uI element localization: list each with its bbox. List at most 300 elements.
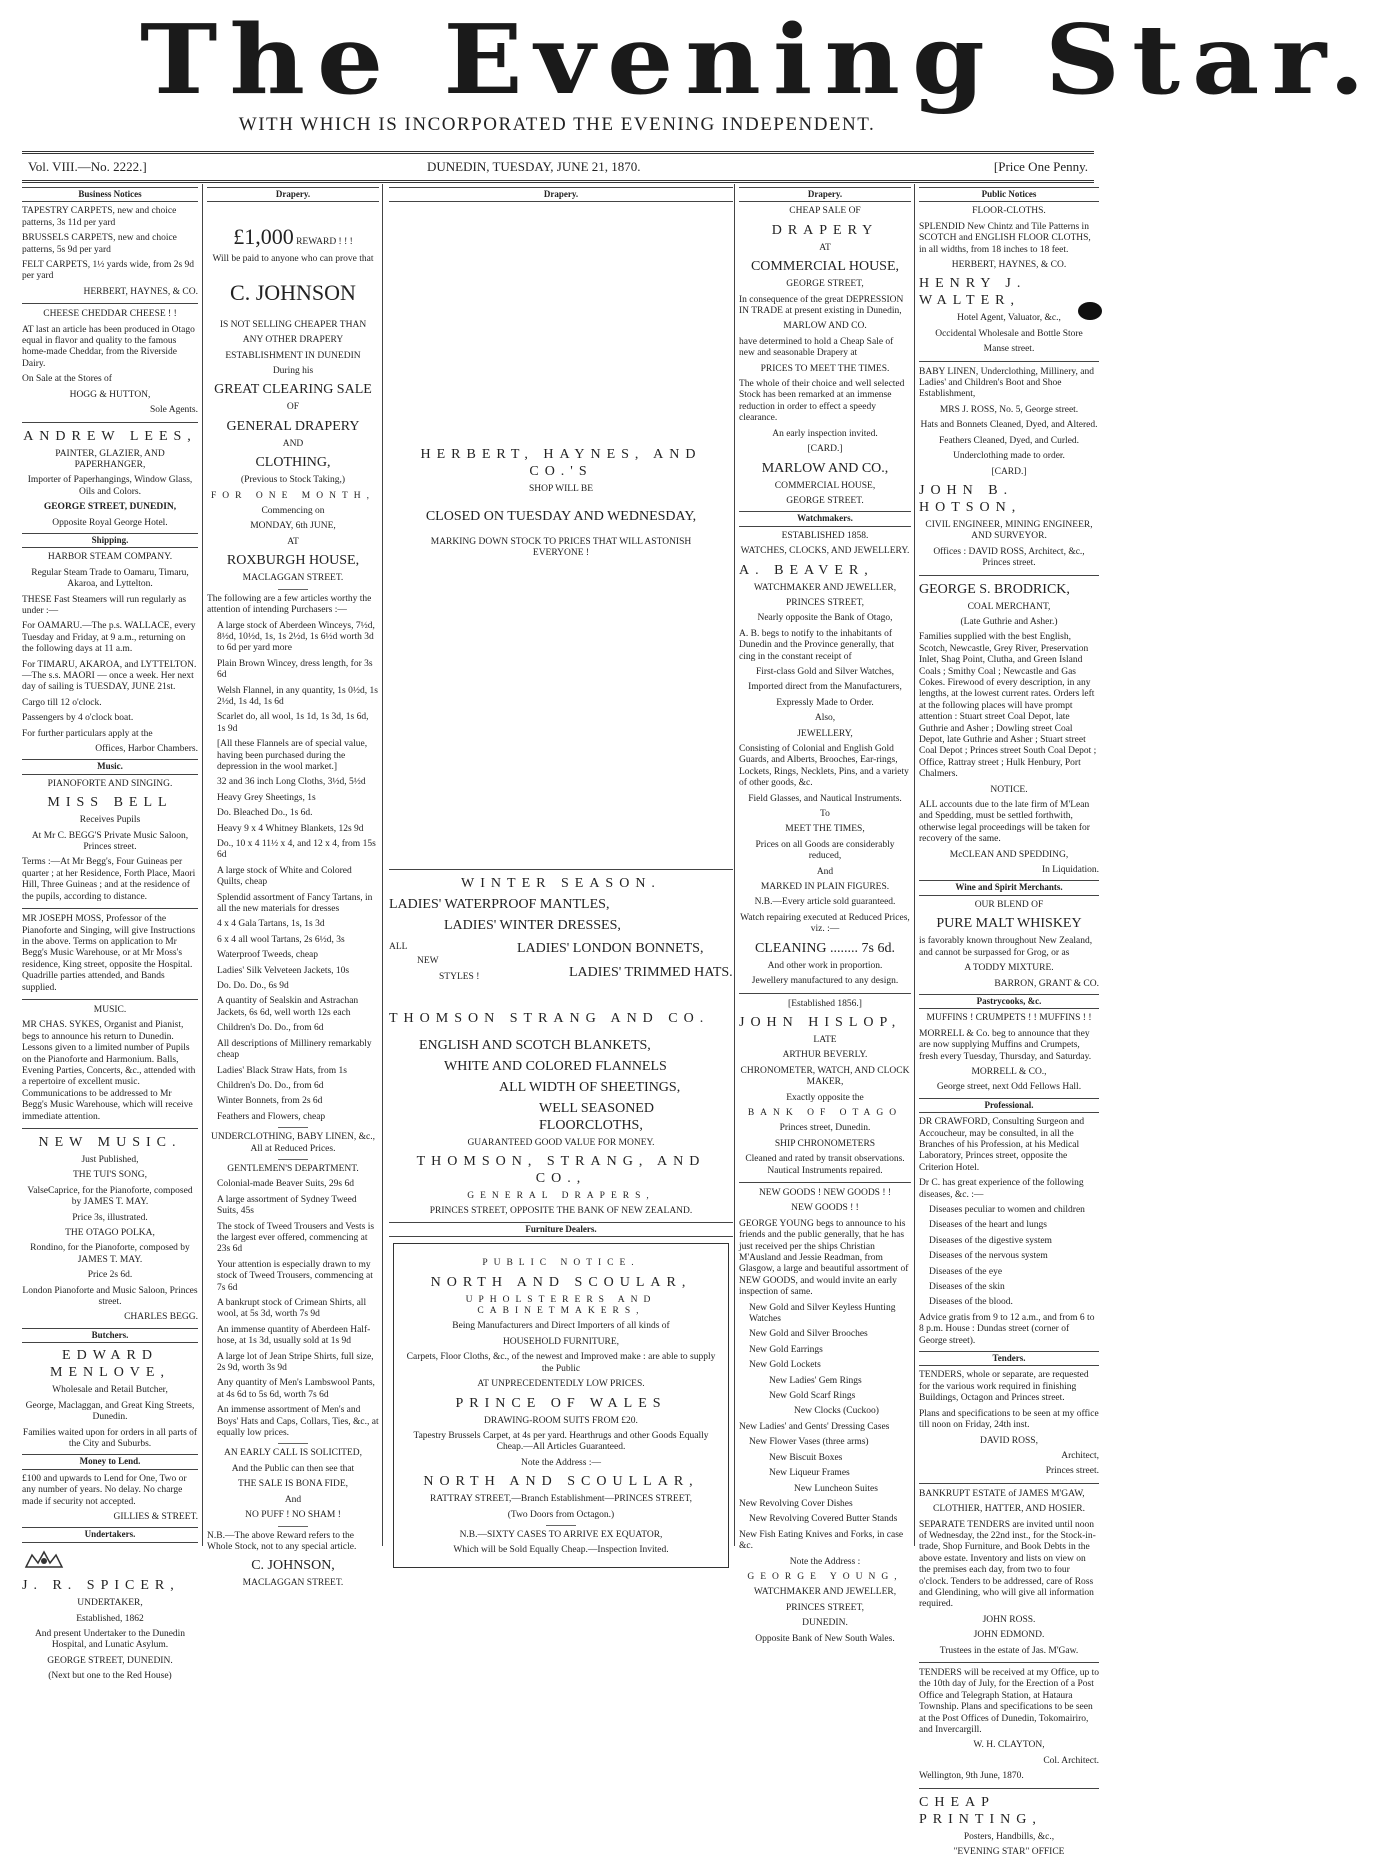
ad-heading: NEW MUSIC.: [38, 1135, 182, 1150]
advertiser: BARRON, GRANT & CO.: [994, 978, 1099, 989]
ad-text: BRUSSELS CARPETS, new and choice patterns, 5s 9d per yard: [22, 233, 177, 255]
divider: [919, 361, 1099, 362]
list-item: A large lot of Jean Stripe Shirts, full size, 2s 9d, worth 3s 9d: [217, 1351, 374, 1374]
list-item: New Gold and Silver Keyless Hunting Watches: [749, 1302, 896, 1325]
ad-text: MEET THE TIMES,: [785, 824, 865, 835]
ad-text: Jewellery manufactured to any design.: [751, 976, 899, 987]
list-item: New Biscuit Boxes: [769, 1452, 843, 1463]
ad-text: Carpets, Floor Cloths, &c., of the newest and Improved make : are able to supply the Public: [406, 1352, 716, 1374]
ad-heading: WHITE AND COLORED FLANNELS: [444, 1058, 667, 1074]
advertiser: McCLEAN AND SPEDDING,: [949, 849, 1069, 860]
ad-text: Opposite Bank of New South Wales.: [755, 1633, 895, 1644]
ad-heading: GENTLEMEN'S DEPARTMENT.: [227, 1163, 359, 1174]
advertiser: GILLIES & STREET.: [113, 1511, 198, 1522]
ad-text: JEWELLERY,: [797, 728, 853, 739]
list-item: Waterproof Tweeds, cheap: [217, 950, 319, 961]
ad-text: Commencing on: [261, 506, 325, 517]
divider: [22, 303, 198, 304]
ad-text: Advice gratis from 9 to 12 a.m., and from 6 to 8 p.m. House : Dundas street (corner of George street).: [919, 1312, 1095, 1346]
ad-heading: LADIES' WINTER DRESSES,: [444, 917, 621, 933]
newspaper-title: The Evening Star.: [140, 2, 1377, 117]
ad-text: DRAWING-ROOM SUITS FROM £20.: [484, 1415, 638, 1426]
ad-text: The following are a few articles worthy the attention of intending Purchasers :—: [207, 593, 372, 616]
ad-text: MR CHAS. SYKES, Organist and Pianist, begs to announce his return to Dunedin. Lessons given to a limited number of Pupils on the Pianoforte and Harmonium. Balls, Evening Parties, Concerts, &c., attended with a repertoire of excellent music. Communications to be addressed to Mr Begg's Music Warehouse, which will receive immediate attention.: [22, 1020, 196, 1122]
ad-text: DR CRAWFORD, Consulting Surgeon and Accoucheur, may be consulted, in all the Branches of his Profession, at his Medical Laboratory, Princes street, opposite the Criterion Hotel.: [919, 1117, 1085, 1173]
ad-text: Being Manufacturers and Direct Importers of all kinds of: [452, 1321, 670, 1332]
advertiser: HERBERT, HAYNES, & CO.: [83, 286, 198, 297]
divider: [22, 999, 198, 1000]
divider: [919, 1662, 1099, 1663]
ad-text: For further particulars apply at the: [22, 728, 153, 739]
ad-heading: PIANOFORTE AND SINGING.: [47, 778, 173, 789]
dateline: [22, 151, 1094, 183]
ad-text: MONDAY, 6th JUNE,: [250, 521, 336, 532]
ad-text: MACLAGGAN STREET.: [242, 1578, 344, 1589]
list-item: Heavy Grey Sheetings, 1s: [217, 792, 316, 803]
ad-text: COAL MERCHANT,: [967, 601, 1051, 612]
notice-box: [393, 1243, 729, 1568]
ad-text: ESTABLISHED 1858.: [781, 530, 869, 541]
ad-heading: HENRY J. WALTER,: [919, 276, 1027, 309]
ad-text: GEORGE YOUNG begs to announce to his friends and the public generally, that he has just received per the ships Christian M'Ausland and Jessie Readman, from Glasgow, a large and beautiful assortment of NEW GOODS, and would invite an early inspection of same.: [739, 1218, 909, 1298]
divider: [22, 422, 198, 423]
ad-text: "EVENING STAR" OFFICE: [953, 1847, 1065, 1858]
divider: [278, 1127, 308, 1128]
list-item: A bankrupt stock of Crimean Shirts, all wool, at 5s 3d, worth 7s 9d: [217, 1298, 367, 1320]
ad-text: CHRONOMETER, WATCH, AND CLOCK MAKER,: [740, 1065, 910, 1088]
ad-text: PRINCES STREET,: [786, 1602, 864, 1613]
ad-text: JOHN ROSS.: [982, 1614, 1036, 1625]
ad-text: THESE Fast Steamers will run regularly as under :—: [22, 594, 187, 616]
advertiser: W. H. CLAYTON,: [973, 1740, 1045, 1751]
ad-text: Manse street.: [983, 344, 1035, 355]
ad-text: To: [820, 809, 830, 820]
ad-text: Imported direct from the Manufacturers,: [748, 682, 902, 693]
column-2: [202, 184, 383, 1589]
ad-text: PRINCES STREET, OPPOSITE THE BANK OF NEW ZEALAND.: [429, 1206, 693, 1217]
issue-date: DUNEDIN, TUESDAY, JUNE 21, 1870.: [427, 159, 641, 174]
list-item: Scarlet do, all wool, 1s 1d, 1s 3d, 1s 6d, 1s 9d: [217, 712, 369, 734]
list-item: Feathers and Flowers, cheap: [217, 1111, 326, 1122]
advertiser: MARLOW AND CO.,: [761, 460, 889, 476]
ad-text: AT: [819, 242, 831, 253]
section-heading: Drapery.: [739, 187, 911, 202]
divider: [22, 908, 198, 909]
ad-heading: LADIES' WATERPROOF MANTLES,: [389, 896, 610, 912]
list-item: New Gold Scarf Rings: [769, 1391, 856, 1402]
list-item: Ladies' Silk Velveteen Jackets, 10s: [217, 965, 350, 976]
reward-amount: £1,000: [233, 224, 294, 250]
list-item: Winter Bonnets, from 2s 6d: [217, 1096, 323, 1107]
list-item: New Flower Vases (three arms): [749, 1437, 869, 1448]
ad-text: (Previous to Stock Taking,): [240, 475, 346, 486]
ad-text: BANK OF OTAGO: [747, 1107, 903, 1118]
ad-text: N.B.—The above Reward refers to the Whole Stock, not to any special article.: [207, 1530, 357, 1552]
ad-heading: FLOOR-CLOTHS.: [972, 206, 1046, 217]
ad-text: GEORGE STREET,: [786, 279, 864, 290]
ad-text: The whole of their choice and well selected Stock has been remarked at an immense reduction in order to effect a speedy clearance.: [739, 379, 905, 424]
ad-text: Also,: [814, 713, 836, 724]
list-item: New Clocks (Cuckoo): [794, 1406, 879, 1417]
newspaper-subtitle: WITH WHICH IS INCORPORATED THE EVENING INDEPENDENT.: [238, 114, 876, 135]
section-heading: Music.: [22, 759, 198, 774]
divider: [278, 1526, 308, 1527]
ad-heading: ANDREW LEES,: [23, 428, 197, 444]
ad-text: Hats and Bonnets Cleaned, Dyed, and Altered.: [920, 420, 1098, 431]
ad-text: PAINTER, GLAZIER, AND PAPERHANGER,: [55, 448, 165, 470]
ad-text: Architect,: [1061, 1450, 1099, 1461]
ad-heading: A. BEAVER,: [739, 562, 874, 578]
ad-text: Rondino, for the Pianoforte, composed by JAMES T. MAY.: [30, 1243, 190, 1265]
ad-text: SHOP WILL BE: [528, 484, 594, 495]
list-item: A large assortment of Sydney Tweed Suits, 45s: [217, 1194, 357, 1217]
ad-text: WATCHES, CLOCKS, AND JEWELLERY.: [740, 546, 910, 557]
ad-text: MORRELL & Co. beg to announce that they are now supplying Muffins and Crumpets, fresh every Tuesday, Thursday, and Saturday.: [919, 1028, 1092, 1062]
list-item: Diseases of the eye: [929, 1266, 1003, 1277]
list-item: 32 and 36 inch Long Cloths, 3½d, 5½d: [217, 777, 366, 788]
ad-text: In Liquidation.: [1042, 865, 1099, 876]
advertiser: CHARLES BEGG.: [124, 1312, 198, 1323]
ad-text: MACLAGGAN STREET.: [242, 573, 344, 584]
list-item: The stock of Tweed Trousers and Vests is the largest ever offered, commencing at 23s 6d: [217, 1221, 375, 1255]
ad-text: ARTHUR BEVERLY.: [782, 1050, 868, 1061]
ad-text: Note the Address :: [789, 1556, 861, 1567]
ad-text: Trustees in the estate of Jas. M'Gaw.: [939, 1645, 1079, 1656]
divider: [278, 1159, 308, 1160]
ad-heading: ALL WIDTH OF SHEETINGS,: [499, 1079, 681, 1095]
list-item: A quantity of Sealskin and Astrachan Jackets, 6s 6d, well worth 12s each: [217, 996, 359, 1018]
ad-text: ALL: [389, 941, 408, 952]
ad-text: CIVIL ENGINEER, MINING ENGINEER, AND SURVEYOR.: [925, 519, 1093, 542]
section-heading: Public Notices: [919, 187, 1099, 202]
ad-text: RATTRAY STREET,—Branch Establishment—PRINCES STREET,: [429, 1494, 693, 1505]
ad-text: OUR BLEND OF: [974, 899, 1044, 910]
section-heading: Business Notices: [22, 187, 198, 202]
ad-text: First-class Gold and Silver Watches,: [755, 666, 895, 677]
ad-text: REWARD ! ! !: [296, 237, 353, 248]
ad-text: TENDERS, whole or separate, are requested for the various work required in finishing Buildings, Octagon and Princes street.: [919, 1370, 1089, 1404]
ad-text: Which will be Sold Equally Cheap.—Inspection Invited.: [453, 1545, 669, 1556]
ad-text: Posters, Handbills, &c.,: [963, 1831, 1055, 1842]
ad-text: Expressly Made to Order.: [776, 697, 874, 708]
ad-text: JOHN EDMOND.: [973, 1630, 1045, 1641]
section-heading: Drapery.: [207, 187, 379, 202]
ad-text: A TODDY MIXTURE.: [964, 963, 1054, 974]
list-item: New Gold and Silver Brooches: [749, 1329, 868, 1340]
list-item: Do. Bleached Do., 1s 6d.: [217, 808, 313, 819]
section-heading: Tenders.: [919, 1351, 1099, 1366]
ad-text: THE OTAGO POLKA,: [65, 1228, 155, 1239]
divider: [389, 869, 733, 870]
ad-text: In consequence of the great DEPRESSION IN TRADE at present existing in Dunedin,: [739, 294, 904, 317]
ad-text: Wholesale and Retail Butcher,: [52, 1385, 168, 1396]
ad-heading: NO PUFF ! NO SHAM !: [245, 1510, 341, 1521]
section-heading: Watchmakers.: [739, 511, 911, 526]
section-heading: Drapery.: [389, 187, 733, 202]
ad-heading: MUFFINS ! CRUMPETS ! ! MUFFINS ! !: [926, 1013, 1092, 1024]
ad-heading: JOHN B. HOTSON,: [919, 482, 1022, 515]
ad-text: GENERAL DRAPERS,: [467, 1191, 655, 1202]
ad-text: have determined to hold a Cheap Sale of new and seasonable Drapery at: [739, 336, 894, 359]
volume-number: Vol. VIII.—No. 2222.]: [28, 159, 147, 174]
list-item: 6 x 4 all wool Tartans, 2s 6½d, 3s: [217, 934, 345, 945]
advertiser: HOGG & HUTTON,: [69, 389, 151, 400]
ad-text: AT: [287, 536, 299, 547]
ad-text: FELT CARPETS, 1½ yards wide, from 2s 9d per yard: [22, 260, 195, 282]
ad-text: (Next but one to the Red House): [48, 1671, 172, 1682]
ad-text: SPLENDID New Chintz and Tile Patterns in SCOTCH and ENGLISH FLOOR CLOTHS, in all widths, from 18 inches to 18 feet.: [919, 221, 1091, 255]
ad-heading: PURE MALT WHISKEY: [936, 916, 1082, 932]
ad-text: ALL accounts due to the late firm of M'Lean and Spedding, must be settled forthwith, otherwise legal proceedings will be taken for recovery of the same.: [919, 800, 1090, 845]
ad-text: And: [816, 866, 834, 877]
ad-heading: HERBERT, HAYNES, AND CO.'S: [420, 447, 702, 480]
list-item: Heavy 9 x 4 Whitney Blankets, 12s 9d: [217, 823, 364, 834]
list-item: A large stock of White and Colored Quilts, cheap: [217, 865, 352, 888]
ad-text: Watch repairing executed at Reduced Prices, viz. :—: [740, 912, 910, 935]
ad-heading: CLEANING ........ 7s 6d.: [755, 940, 895, 956]
ad-heading: CLOSED ON TUESDAY AND WEDNESDAY,: [425, 508, 697, 524]
ad-heading: NORTH AND SCOULLAR,: [423, 1474, 699, 1490]
ad-text: GUARANTEED GOOD VALUE FOR MONEY.: [467, 1137, 655, 1148]
list-item: New Gold Lockets: [749, 1360, 821, 1371]
ad-text: And the Public can then see that: [231, 1463, 355, 1474]
ad-text: AND: [282, 438, 304, 449]
ad-text: [Established 1856.]: [788, 998, 862, 1009]
column-3: [382, 184, 739, 1556]
ad-text: Feathers Cleaned, Dyed, and Curled.: [938, 435, 1080, 446]
list-item: New Gold Earrings: [749, 1344, 823, 1355]
ad-heading: BANKRUPT ESTATE of JAMES M'GAW,: [919, 1488, 1085, 1499]
list-item: New Ladies' Gem Rings: [769, 1375, 862, 1386]
ad-text: (Late Guthrie and Asher.): [960, 616, 1058, 627]
ad-text: Price 2s 6d.: [87, 1270, 133, 1281]
ad-text: BABY LINEN, Underclothing, Millinery, and Ladies' and Children's Boot and Shoe Establishment,: [919, 366, 1095, 400]
ad-text: Importer of Paperhangings, Window Glass, Oils and Colors.: [27, 475, 193, 497]
ad-text: SHIP CHRONOMETERS: [774, 1138, 876, 1149]
ad-text: CLOTHIER, HATTER, AND HOSIER.: [933, 1504, 1085, 1515]
advertiser: C. JOHNSON,: [251, 1558, 335, 1574]
advertiser: MORRELL & CO.,: [971, 1066, 1047, 1077]
ad-text: Regular Steam Trade to Oamaru, Timaru, Akaroa, and Lyttelton.: [31, 567, 189, 590]
divider: [278, 1443, 308, 1444]
ad-text: ESTABLISHMENT IN DUNEDIN: [225, 350, 361, 361]
ad-text: For OAMARU.—The p.s. WALLACE, every Tuesday and Friday, at 9 a.m., returning on the following days at 11 a.m.: [22, 621, 196, 655]
ad-text: GEORGE STREET, DUNEDIN.: [47, 1655, 173, 1666]
ad-text: Tapestry Brussels Carpet, at 4s per yard. Hearthrugs and other Goods Equally Cheap.—All Articles Guaranteed.: [413, 1430, 709, 1453]
list-item: Any quantity of Men's Lambswool Pants, at 4s 6d to 5s 6d, worth 7s 6d: [217, 1378, 375, 1400]
list-item: Ladies' Black Straw Hats, from 1s: [217, 1065, 347, 1076]
ad-text: MRS J. ROSS, No. 5, George street.: [939, 404, 1079, 415]
section-heading: Undertakers.: [22, 1527, 198, 1542]
ad-text: £100 and upwards to Lend for One, Two or any number of years. No delay. No charge made if security not accepted.: [22, 1473, 187, 1507]
list-item: Do., 10 x 4 11½ x 4, and 12 x 4, from 15s 6d: [217, 839, 376, 861]
ad-text: Nearly opposite the Bank of Otago,: [757, 613, 893, 624]
section-heading: Professional.: [919, 1098, 1099, 1113]
list-item: All descriptions of Millinery remarkably cheap: [217, 1038, 372, 1061]
ad-heading: C. JOHNSON: [230, 279, 356, 305]
divider: [22, 1128, 198, 1129]
ad-text: And: [284, 1494, 302, 1505]
list-item: Diseases of the blood.: [929, 1297, 1013, 1308]
ad-text: CHEAP SALE OF: [789, 206, 861, 217]
ad-text: Receives Pupils: [79, 815, 141, 826]
ad-text: And present Undertaker to the Dunedin Hospital, and Lunatic Asylum.: [34, 1628, 186, 1651]
ad-text: N.B.—SIXTY CASES TO ARRIVE EX EQUATOR,: [459, 1529, 663, 1540]
ad-heading: MISS BELL: [47, 795, 173, 811]
ad-heading: THE SALE IS BONA FIDE,: [237, 1479, 349, 1490]
ad-heading: GREAT CLEARING SALE: [214, 382, 372, 398]
ad-heading: CHEESE CHEDDAR CHEESE ! !: [43, 309, 177, 320]
ad-heading: GENERAL DRAPERY: [226, 418, 360, 434]
masthead: [0, 0, 1377, 150]
list-item: Diseases of the heart and lungs: [929, 1220, 1047, 1231]
ad-text: LATE: [813, 1034, 837, 1045]
list-item: An immense assortment of Men's and Boys' Hats and Caps, Collars, Ties, &c., at equally low prices.: [217, 1405, 379, 1439]
ad-heading: CHEAP PRINTING,: [919, 1794, 1042, 1827]
divider: [278, 589, 308, 590]
ad-heading: DRAPERY: [771, 222, 879, 238]
ad-text: Cargo till 12 o'clock.: [22, 697, 102, 708]
ad-text: Opposite Royal George Hotel.: [52, 517, 168, 528]
ad-text: [CARD.]: [991, 466, 1027, 477]
ad-text: (Two Doors from Octagon.): [507, 1509, 615, 1520]
ad-text: Sole Agents.: [149, 405, 198, 416]
ad-text: UNDERTAKER,: [77, 1598, 143, 1609]
ad-text: Princes street, Dunedin.: [779, 1123, 871, 1134]
ad-text: AT UNPRECEDENTEDLY LOW PRICES.: [477, 1379, 645, 1390]
list-item: Plain Brown Wincey, dress length, for 3s 6d: [217, 658, 373, 681]
ad-text: AT last an article has been produced in Otago equal in flavor and quality to the famous home-made Cheddar, from the Riverside Dairy.: [22, 324, 195, 369]
ad-text: [CARD.]: [807, 444, 843, 455]
royal-crest-icon: [22, 1549, 66, 1571]
ad-text: Cleaned and rated by transit observations. Nautical Instruments repaired.: [745, 1154, 905, 1176]
section-heading: Wine and Spirit Merchants.: [919, 880, 1099, 895]
ad-text: MARKED IN PLAIN FIGURES.: [760, 882, 890, 893]
ad-heading: MUSIC.: [93, 1004, 127, 1015]
column-4: [734, 184, 915, 1644]
ad-text: Offices : DAVID ROSS, Architect, &c., Princes street.: [933, 546, 1085, 569]
ad-text: Passengers by 4 o'clock boat.: [22, 713, 134, 724]
ad-heading: HARBOR STEAM COMPANY.: [47, 552, 173, 563]
ad-heading: PRINCE OF WALES: [455, 1395, 667, 1411]
section-heading: Shipping.: [22, 533, 198, 548]
ad-heading: PUBLIC NOTICE.: [482, 1258, 640, 1269]
list-item: Colonial-made Beaver Suits, 29s 6d: [217, 1179, 354, 1190]
list-item: An immense quantity of Aberdeen Half-hose, at 1s 3d, usually sold at 1s 9d: [217, 1324, 371, 1347]
ad-heading: NEW GOODS ! NEW GOODS ! !: [758, 1187, 892, 1198]
list-item: Your attention is especially drawn to my stock of Tweed Trousers, commencing at 7s 6d: [217, 1259, 373, 1293]
ad-text: is favorably known throughout New Zealand, and cannot be surpassed for Grog, or as: [919, 936, 1093, 958]
ad-text: Terms :—At Mr Begg's, Four Guineas per quarter ; at her Residence, Forth Place, Maori Hill, Three Guineas ; and at the residence of the pupils, according to distance.: [22, 857, 196, 902]
ad-text: George, Maclaggan, and Great King Streets, Dunedin.: [25, 1400, 195, 1423]
divider: [919, 1788, 1099, 1789]
ad-heading: WINTER SEASON.: [461, 875, 661, 891]
ad-text: WATCHMAKER AND JEWELLER,: [753, 1587, 897, 1598]
ad-text: Established, 1862: [76, 1613, 144, 1624]
ad-text: London Pianoforte and Music Saloon, Princes street.: [22, 1285, 198, 1308]
ad-text: George street, next Odd Fellows Hall.: [936, 1082, 1082, 1093]
ad-text: Note the Address :—: [521, 1457, 601, 1468]
divider: [739, 993, 911, 994]
ad-text: HOUSEHOLD FURNITURE,: [502, 1336, 620, 1347]
ad-text: For TIMARU, AKAROA, and LYTTELTON. —The s.s. MAORI — once a week. Her next day of sailing is TUESDAY, JUNE 21st.: [22, 659, 197, 693]
divider: [919, 1483, 1099, 1484]
divider: [739, 1182, 911, 1183]
ad-text: And other work in proportion.: [767, 960, 883, 971]
ad-text: On Sale at the Stores of: [22, 374, 112, 385]
ad-text: MARLOW AND CO.: [783, 321, 867, 332]
ad-heading: LADIES' LONDON BONNETS,: [517, 940, 704, 956]
ad-text: GEORGE STREET.: [786, 495, 864, 506]
ad-text: Exactly opposite the: [786, 1092, 864, 1103]
ad-text: ValseCaprice, for the Pianoforte, composed by JAMES T. MAY.: [27, 1185, 193, 1208]
ad-text: MARKING DOWN STOCK TO PRICES THAT WILL ASTONISH EVERYONE !: [430, 536, 692, 559]
ad-text: Prices on all Goods are considerably reduced,: [755, 839, 895, 862]
ad-text: GEORGE STREET, DUNEDIN,: [43, 502, 177, 513]
ad-text: COMMERCIAL HOUSE,: [774, 480, 876, 491]
section-heading: Money to Lend.: [22, 1454, 198, 1469]
ad-text: A. B. begs to notify to the inhabitants of Dunedin and the Province generally, that cing in the constant receipt of: [739, 628, 895, 662]
ad-text: DUNEDIN.: [802, 1618, 848, 1629]
ad-heading: NEW GOODS ! !: [791, 1203, 859, 1214]
ad-heading: ENGLISH AND SCOTCH BLANKETS,: [419, 1037, 651, 1053]
ad-text: SEPARATE TENDERS are invited until noon of Wednesday, the 22nd inst., for the Stock-in-trade, Shop Furniture, and Book Debts in the above estate. Inventory and lists on view on the premises each day, from two to four o'clock. Tenders to be addressed, care of Ross and Glendining, who will give all information required.: [919, 1519, 1096, 1610]
ad-text: Hotel Agent, Valuator, &c.,: [957, 313, 1061, 324]
ad-text: Plans and specifications to be seen at my office till noon on Friday, 24th inst.: [919, 1408, 1099, 1431]
ad-text: N.B.—Every article sold guaranteed.: [754, 897, 896, 908]
ad-text: Wellington, 9th June, 1870.: [919, 1771, 1024, 1782]
ad-text: OF: [286, 402, 300, 413]
ad-text: NEW: [417, 955, 439, 966]
list-item: Children's Do. Do., from 6d: [217, 1023, 324, 1034]
ad-text: Occidental Wholesale and Bottle Store: [935, 328, 1083, 339]
ad-text: An early inspection invited.: [772, 428, 878, 439]
ad-text: Consisting of Colonial and English Gold Guards, and Alberts, Brooches, Ear-rings, Lockets, Rings, Necklets, Pins, and a variety of other goods, &c.: [739, 744, 909, 789]
ad-text: Col. Architect.: [1043, 1755, 1099, 1766]
ad-text: Will be paid to anyone who can prove that: [212, 254, 374, 265]
ad-text: Underclothing made to order.: [953, 451, 1065, 462]
section-heading: Furniture Dealers.: [389, 1222, 733, 1237]
list-item: New Liqueur Frames: [769, 1468, 850, 1479]
ad-heading: GEORGE S. BRODRICK,: [919, 581, 1070, 597]
ad-heading: FOR ONE MONTH,: [211, 490, 375, 501]
advertiser: DAVID ROSS,: [980, 1435, 1038, 1446]
ad-text: Dr C. has great experience of the following diseases, &c. :—: [919, 1178, 1084, 1200]
ad-heading: ROXBURGH HOUSE,: [226, 553, 360, 569]
ad-text: Families waited upon for orders in all parts of the City and Suburbs.: [22, 1427, 198, 1449]
list-item: Welsh Flannel, in any quantity, 1s 0½d, 1s 2½d, 1s 4d, 1s 6d: [217, 685, 378, 707]
ad-text: Price 3s, illustrated.: [72, 1212, 148, 1223]
column-1: [22, 184, 202, 1682]
list-item: Diseases of the nervous system: [929, 1251, 1048, 1262]
divider: [919, 575, 1099, 576]
section-heading: Pastrycooks, &c.: [919, 994, 1099, 1009]
ad-text: During his: [272, 366, 314, 377]
ad-heading: COMMERCIAL HOUSE,: [750, 259, 900, 275]
ad-text: AN EARLY CALL IS SOLICITED,: [224, 1448, 362, 1459]
ad-text: WATCHMAKER AND JEWELLER,: [753, 582, 897, 593]
ad-text: Families supplied with the best English, Scotch, Newcastle, Grey River, Preservation Inlet, Shag Point, Clutha, and Green Island Coals ; Smithy Coal ; Newcastle and Gas Cokes. Firewood of every description, in any lengths, at the lowest current rates. Orders left at the following places will have prompt attention : Stuart street Coal Depot, late Guthrie and Asher ; Dowling street Coal Depot, late Guthrie and Asher ; Stuart street Coal Depot ; Princes street South Coal Depot ; Office, Rattray street ; Hulk Henbury, Port Chalmers.: [919, 632, 1097, 780]
ad-text: PRINCES STREET,: [786, 597, 864, 608]
ad-text: TAPESTRY CARPETS, new and choice patterns, 3s 11d per yard: [22, 206, 177, 228]
list-item: New Ladies' and Gents' Dressing Cases: [739, 1421, 890, 1432]
list-item: Children's Do. Do., from 6d: [217, 1080, 324, 1091]
ad-text: Princes street.: [1045, 1466, 1099, 1477]
ad-heading: UNDERCLOTHING, BABY LINEN, &c., All at Reduced Prices.: [210, 1132, 376, 1154]
list-item: [All these Flannels are of special value, having been purchased during the depression in the wool market.]: [217, 739, 368, 772]
list-item: Diseases peculiar to women and children: [929, 1205, 1085, 1215]
ad-text: UPHOLSTERERS AND CABINETMAKERS,: [465, 1294, 657, 1317]
